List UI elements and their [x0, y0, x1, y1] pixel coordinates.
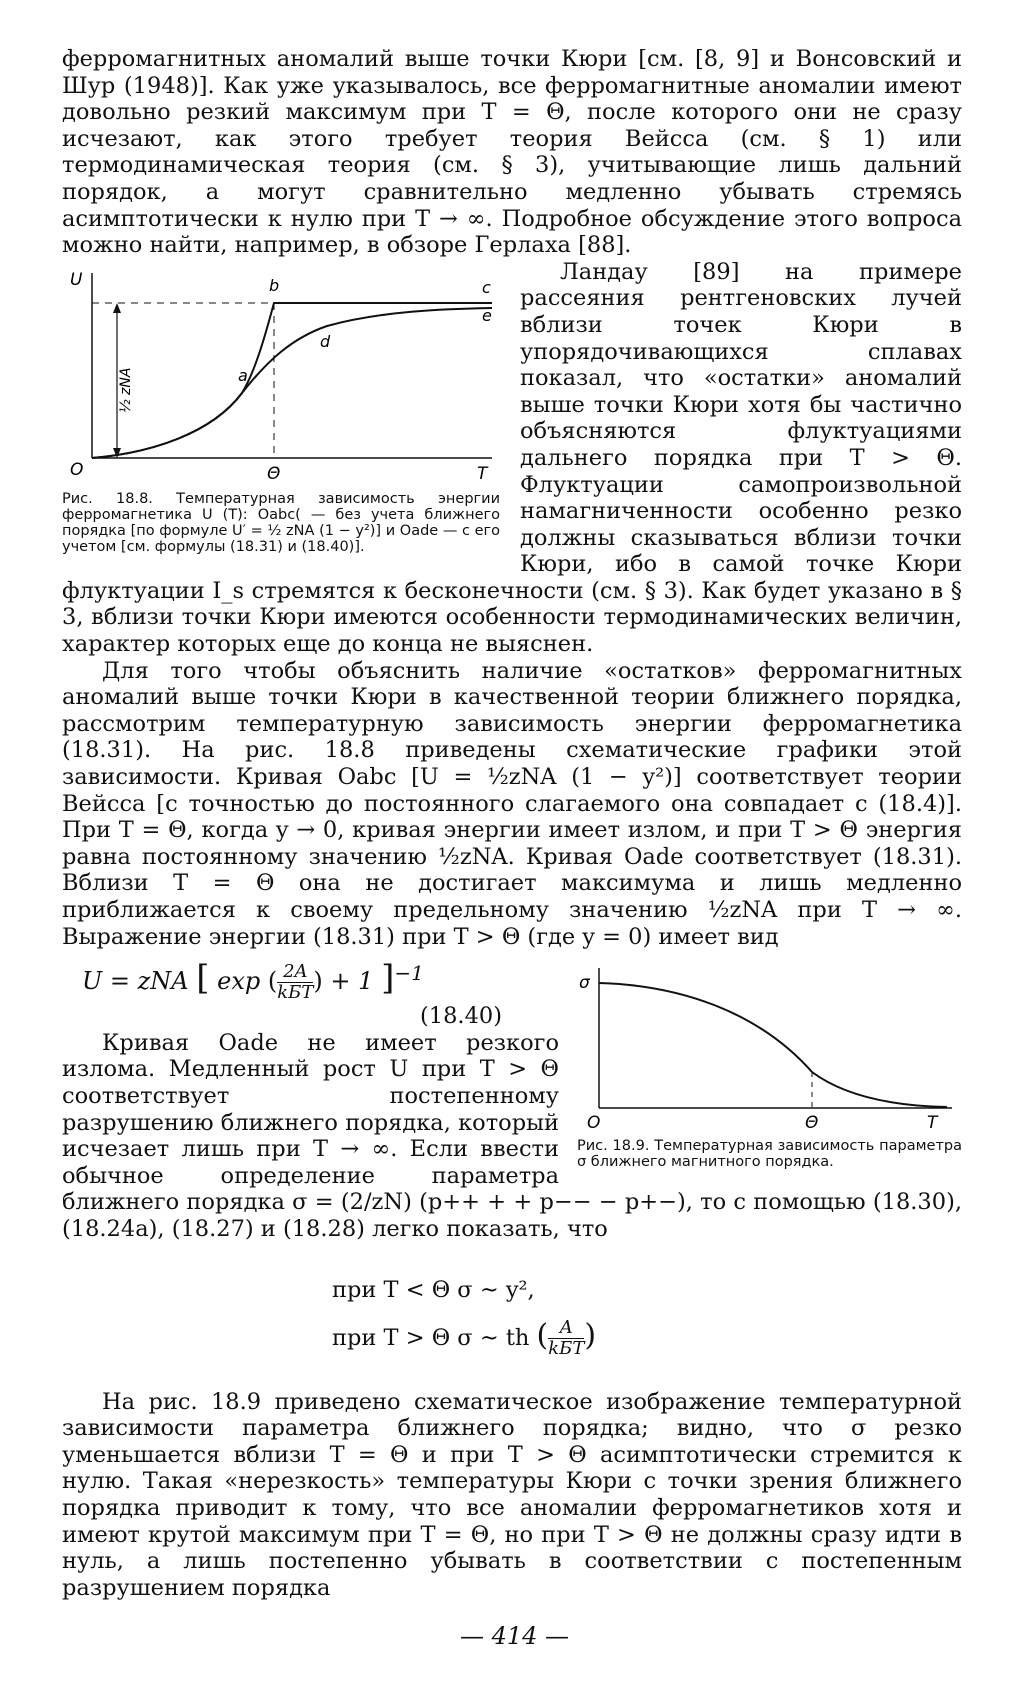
label-a: a	[238, 365, 248, 385]
case-1: при T < Θ σ ∼ y²,	[332, 1276, 535, 1303]
label-sigma: σ	[579, 973, 590, 994]
label-T: T	[477, 463, 488, 483]
equation-18-40: U = zNA [ exp ( $\frac{2A}{\text{kБT}}$ ) + 1 ]$^{-1}$	[82, 958, 424, 1004]
equation-label: (18.40)	[420, 1003, 502, 1030]
page-number: — 414 —	[459, 1622, 570, 1650]
label-e: e	[482, 305, 492, 325]
label-c: c	[482, 277, 491, 297]
paragraph-1: ферромагнитных аномалий выше точки Кюри [см. [8, 9] и Вонсовский и Шур (1948)]. Как уже указывалось, все ферромагнитные аномалии имеют довольно резкий максимум при T = Θ, после которого они не сразу исчезают, как этого требует теория Вейсса (см. § 1) или термодинамическая теория (см. § 3), учитывающие лишь дальний порядок, а могут сравнительно медленно убывать стремясь асимптотически к нулю при T → ∞. Подробное обсуждение этого вопроса можно найти, например, в обзоре Герлаха [88].	[62, 46, 962, 259]
paragraph-5: На рис. 18.9 приведено схематическое изображение температурной зависимости параметра ближнего порядка; видно, что σ резко уменьшается вблизи T = Θ и при T > Θ асимптотически стремится к нулю. Такая «нерезкость» температуры Кюри с точки зрения ближнего порядка приводит к тому, что все аномалии ферромагнетиков хотя и имеют крутой максимум при T = Θ, но при T > Θ не должны сразу идти в нуль, а лишь постепенно убывать в соответствии с постепенным разрушением порядка	[62, 1388, 962, 1601]
label-T: T	[927, 1113, 938, 1131]
curve-oade	[92, 305, 492, 458]
page	[62, 46, 962, 1601]
curve-oabc	[92, 303, 492, 458]
label-U: U	[70, 269, 83, 290]
energy-chart	[62, 263, 500, 483]
label-half-zNA: ½ zNA	[118, 367, 134, 413]
paragraph-3: Для того чтобы объяснить наличие «остатков» ферромагнитных аномалий выше точки Кюри в качественной теории ближнего порядка, рассмотрим температурную зависимость энергии ферромагнетика (18.31). На рис. 18.8 приведены схематические графики этой зависимости. Кривая Oabc [U = ½zNA (1 − y²)] соответствует теории Вейсса [с точностью до постоянного слагаемого она совпадает с (18.4)]. При T = Θ, когда y → 0, кривая энергии имеет излом, и при T > Θ энергия равна постоянному значению ½zNA. Кривая Oade соответствует (18.31). Вблизи T = Θ она не достигает максимума и лишь медленно приближается к своему предельному значению ½zNA при T → ∞. Выражение энергии (18.31) при T > Θ (где y = 0) имеет вид	[62, 657, 962, 950]
label-O: O	[587, 1113, 601, 1131]
figure-18-8-caption: Рис. 18.8. Температурная зависимость энергии ферромагнетика U (T): Oabc( — без учета ближнего порядка [по формуле U′ = ½ zNA (1 − y²)] и Oade — с его учетом [см. формулы (18.31) и (18.40)].	[62, 490, 500, 555]
figure-18-9-caption: Рис. 18.9. Температурная зависимость параметра σ ближнего магнитного порядка.	[577, 1138, 962, 1171]
sigma-chart	[577, 960, 962, 1130]
label-theta: Θ	[267, 463, 281, 483]
label-theta: Θ	[805, 1113, 819, 1131]
figure-18-9	[577, 960, 962, 1170]
label-O: O	[70, 459, 84, 480]
cases-block	[332, 1267, 962, 1361]
case-2: при T > Θ σ ∼ th ( $\frac{A}{\text{kБT}}$ )	[332, 1317, 597, 1360]
figure-18-8	[62, 263, 500, 555]
paragraph-4: Кривая Oade не имеет резкого излома. Медленный рост U при T > Θ соответствует постепенному разрушению ближнего порядка, который исчезает лишь при T → ∞. Если ввести обычное определение параметра ближнего порядка σ = (2/zN) (p++ + + p−− − p+−), то с помощью (18.30), (18.24а), (18.27) и (18.28) легко показать, что	[62, 1029, 962, 1242]
label-b: b	[269, 275, 280, 295]
label-d: d	[320, 331, 331, 351]
curve-sigma	[599, 983, 947, 1107]
paragraph-2: Ландау [89] на примере рассеяния рентгеновских лучей вблизи точек Кюри в упорядочивающихся сплавах показал, что «остатки» аномалий выше точки Кюри хотя бы частично объясняются флуктуациями дальнего порядка при T > Θ. Флуктуации самопроизвольной намагниченности особенно резко должны сказываться вблизи точки Кюри, ибо в самой точке Кюри флуктуации I_s стремятся к бесконечности (см. § 3). Как будет указано в § 3, вблизи точки Кюри имеются особенности термодинамических величин, характер которых еще до конца не выяснен.	[62, 258, 962, 658]
